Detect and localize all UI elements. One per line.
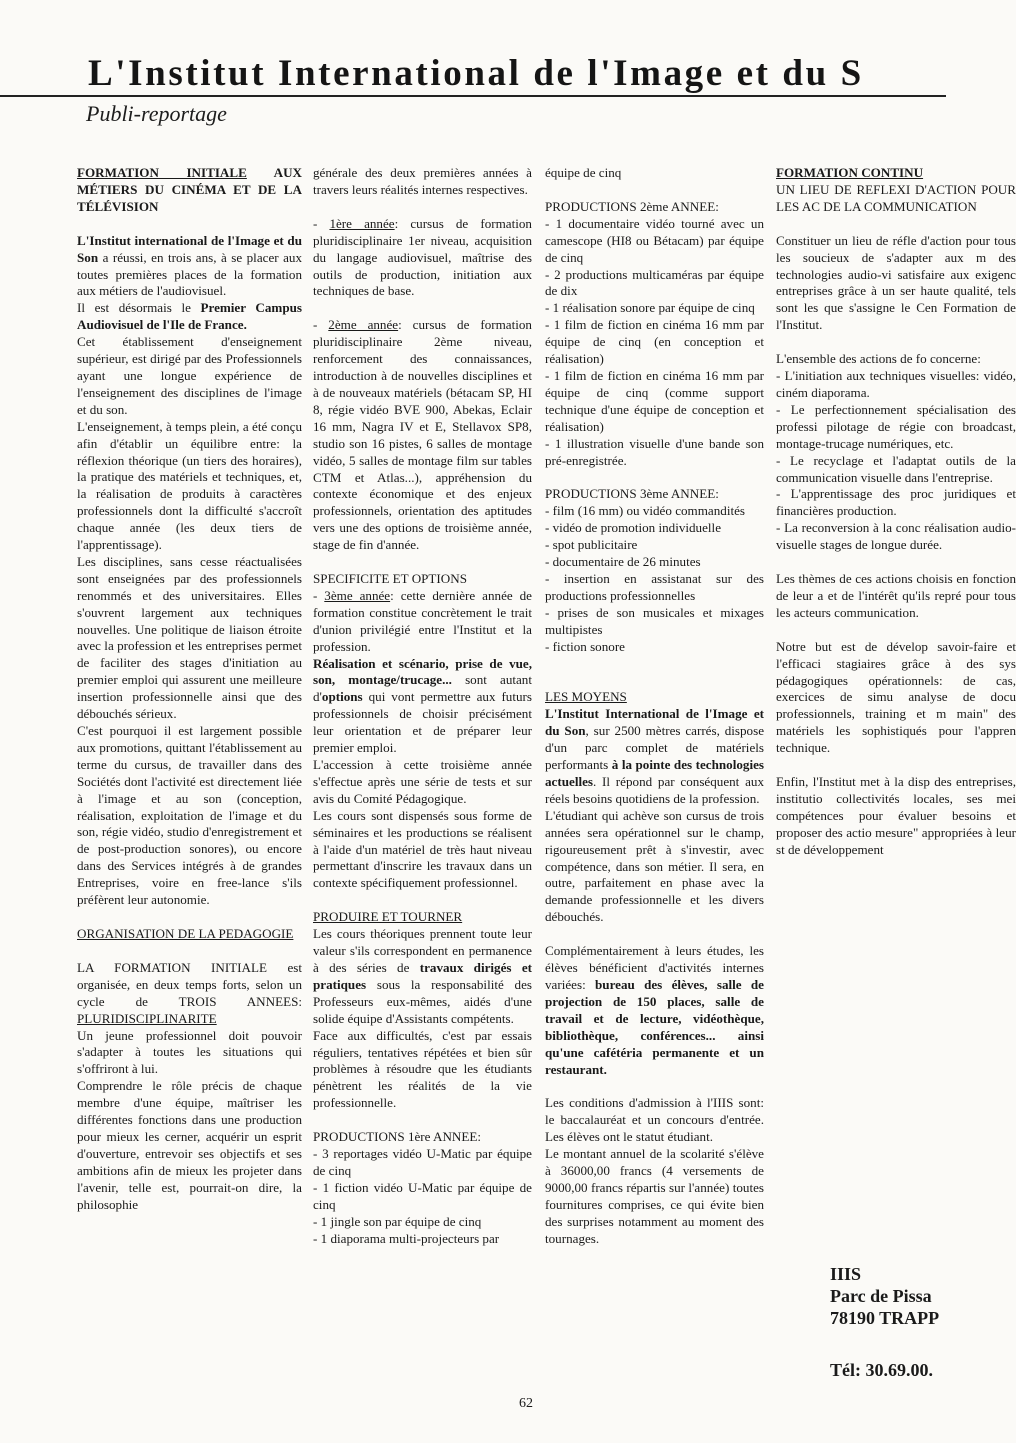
list-item: - L'initiation aux techniques visuelles: vidéo, ciném diaporama. <box>776 368 1016 400</box>
list-item: - film (16 mm) ou vidéo commandités <box>545 503 746 519</box>
column-2 <box>313 165 532 1380</box>
list-item: - fiction sonore <box>545 638 625 654</box>
section-heading-productions-1: PRODUCTIONS 1ère ANNEE: <box>313 1129 482 1145</box>
paragraph: Les disciplines, sans cesse réactualisées sont enseignées par des professionnels renommés et des universitaires. Elles s'ouvrent largement aux techniques nouvelles. Une politique de liaison étroite avec la profession et les entreprises permet de faciliter des stages d'initiation au premier emploi qui assurent une meilleure insertion professionnelle ainsi que des débouchés sérieux. <box>77 553 302 722</box>
paragraph: LA FORMATION INITIALE est organisée, en deux temps forts, selon un cycle de TROIS ANNEES: PLURIDISCIPLINARITE <box>77 959 302 1026</box>
section-heading-specificite: SPECIFICITE ET OPTIONS <box>313 571 467 587</box>
list-item: - vidéo de promotion individuelle <box>545 520 722 536</box>
list-item: - Le perfectionnement spécialisation des professi pilotage de régie con broadcast, montage-trucage numériques, etc. <box>776 401 1016 451</box>
contact-address-line-1: Parc de Pissa <box>830 1286 932 1306</box>
list-item: - L'apprentissage des proc juridiques et financières production. <box>776 486 1016 519</box>
section-heading-produire: PRODUIRE ET TOURNER <box>313 909 463 925</box>
paragraph: Les conditions d'admission à l'IIIS sont: le baccalauréat et un concours d'entrée. Les élèves ont le statut étudiant. <box>545 1095 764 1145</box>
paragraph: Les cours théoriques prennent toute leur valeur s'ils correspondent en permanence à des séries de travaux dirigés et pratiques sous la responsabilité des Professeurs eux-mêmes, aidés d'une solide équipe d'Assistants compétents. <box>313 926 532 1026</box>
paragraph-year-2: - 2ème année: cursus de formation pluridisciplinaire 2ème niveau, renforcement des connaissances, introduction à de nouvelles disciplines et à de nouveaux matériels (bétacam SP, HI 8, régie vidéo BVE 900, Abekas, Eclair 16 mm, Nagra IV et E, Stellavox SP8, studio son 16 pistes, 6 salles de montage vidéo, 5 salles de montage film sur tables CTM et Atlas...), appréhension du contexte économique et des enjeux professionnels, orientation des aptitudes vers une des options de troisième année, stage de fin d'année. <box>313 317 532 553</box>
list-item: - La reconversion à la conc réalisation audio-visuelle stages de longue durée. <box>776 520 1016 553</box>
paragraph: Le montant annuel de la scolarité s'élève à 36000,00 francs (4 versements de 9000,00 francs répartis sur l'année) toutes fournitures comprises, ce qui évite bien des surprises notamment au moment des tournages. <box>545 1146 764 1246</box>
paragraph: L'étudiant qui achève son cursus de trois années sera opérationnel sur le champ, rigoureusement prêt à s'investir, avec compétence, dans son métier. Il sera, en outre, parfaitement en phase avec la demande professionnelle et les divers débouchés. <box>545 807 764 925</box>
paragraph: L'Institut international de l'Image et du Son a réussi, en trois ans, à se placer aux toutes premières places de la formation aux métiers de l'audiovisuel. <box>77 232 302 299</box>
list-item: - 1 film de fiction en cinéma 16 mm par équipe de cinq (comme support technique d'une équipe de conception et réalisation) <box>545 367 764 434</box>
paragraph: Notre but est de dévelop savoir-faire et l'efficaci stagiaires grâce à des sys pédagogiques opérationnels: de cas, exercices de simu analyse de docu professionnels, training et m main" des matériels les sophistiqués pour l'appren technique. <box>776 638 1016 756</box>
paragraph: Face aux difficultés, c'est par essais réguliers, tentatives répétées et bien sûr problèmes à résoudre que les étudiants pénètrent les réalités de la vie professionnelle. <box>313 1027 532 1111</box>
paragraph: L'enseignement, à temps plein, a été conçu afin d'établir un équilibre entre: la réflexion théorique (un tiers des horaires), la pratique des matériels et techniques, et, la réalisation de produits à caractères professionnels dont la difficulté s'accroît chaque année (les deux tiers de l'apprentissage). <box>77 418 302 553</box>
column-4 <box>776 165 1016 1380</box>
list-item: - 1 film de fiction en cinéma 16 mm par équipe de cinq (en conception et réalisation) <box>545 317 764 367</box>
page-title: L'Institut International de l'Image et du S <box>88 53 864 94</box>
paragraph: L'ensemble des actions de fo concerne: <box>776 351 981 367</box>
paragraph: Enfin, l'Institut met à la disp des entreprises, institutio collectivités locales, ses mei compétences pour évaluer besoins et proposer des actio mesure" appropriées à leur st de développement <box>776 774 1016 857</box>
paragraph: Un jeune professionnel doit pouvoir s'adapter à toutes les situations qui s'offriront à lui. <box>77 1027 302 1077</box>
page-number: 62 <box>519 1396 533 1411</box>
title-rule <box>0 95 946 97</box>
list-item: - 1 jingle son par équipe de cinq <box>313 1213 482 1229</box>
contact-address-line-2: 78190 TRAPP <box>830 1308 940 1328</box>
paragraph: C'est pourquoi il est largement possible aux promotions, quittant l'établissement au terme du cursus, de travailler dans des Sociétés dont l'activité est directement liée à l'image et au son (conception, réalisation, exploitation de l'image et du son, régie vidéo, studio d'enregistrement et de post-production sonores), ou encore dans des Services intégrés à de grandes Entreprises, voire en free-lance s'ils préfèrent leur autonomie. <box>77 723 302 908</box>
contact-block <box>830 1263 946 1381</box>
paragraph: Il est désormais le Premier Campus Audiovisuel de l'Ile de France. <box>77 300 302 333</box>
section-heading-formation-initiale: FORMATION INITIALE AUX MÉTIERS DU CINÉMA ET DE LA TÉLÉVISION <box>77 165 303 214</box>
paragraph: Cet établissement d'enseignement supérieur, est dirigé par des Professionnels ayant une longue expérience de l'enseignement des disciplines de l'image et du son. <box>77 334 302 417</box>
list-item: - insertion en assistanat sur des productions professionnelles <box>545 570 764 603</box>
list-item: - 1 illustration visuelle d'une bande son pré-enregistrée. <box>545 435 764 468</box>
section-heading-formation-continue: FORMATION CONTINU UN LIEU DE REFLEXI D'ACTION POUR LES AC DE LA COMMUNICATION <box>776 165 1016 214</box>
contact-name: IIIS <box>830 1264 862 1284</box>
paragraph: Constituer un lieu de réfle d'action pour tous les soucieux de s'adapter aux m des technologies audio-vi satisfaire aux exigenc entreprises grâce à un ser haute qualité, tels sont les que s'assigne le Cen Formation de l'Institut. <box>776 232 1016 333</box>
list-item: - Le recyclage et l'adaptat outils de la communication visuelle dans l'entreprise. <box>776 452 1016 485</box>
list-item: - 1 réalisation sonore par équipe de cinq <box>545 300 755 316</box>
list-item: - 2 productions multicaméras par équipe de dix <box>545 266 764 299</box>
section-heading-organisation: ORGANISATION DE LA PEDAGOGIE <box>77 925 294 941</box>
paragraph: L'accession à cette troisième année s'effectue après une série de tests et sur avis du Comité Pédagogique. <box>313 757 532 806</box>
list-item: - 1 diaporama multi-projecteurs par <box>313 1230 500 1246</box>
section-heading-productions-3: PRODUCTIONS 3ème ANNEE: <box>545 486 719 502</box>
list-item: - 1 fiction vidéo U-Matic par équipe de cinq <box>313 1179 532 1212</box>
section-heading-moyens: LES MOYENS <box>545 689 627 705</box>
paragraph-year-3: - 3ème année: cette dernière année de formation constitue concrètement le trait d'union privilégié entre l'Institut et la profession. <box>313 587 532 654</box>
paragraph: Les thèmes de ces actions choisis en fonction de leur a et de l'intérêt qu'ils repré pour tous les acteurs communication. <box>776 571 1016 620</box>
column-1 <box>77 165 302 1380</box>
paragraph: Réalisation et scénario, prise de vue, son, montage/trucage... sont autant d'options qui vont permettre aux futurs professionnels de choisir précisément leur orientation et de préparer leur premier emploi. <box>313 655 532 756</box>
paragraph: Complémentairement à leurs études, les élèves bénéficient d'activités internes variées: bureau des élèves, salle de projection de 150 places, salle de travail et de lecture, vidéothèque, bibliothèque, conférences... ainsi qu'une cafétéria permanente et un restaurant. <box>545 943 764 1077</box>
paragraph: Comprendre le rôle précis de chaque membre d'une équipe, maîtriser les différentes fonctions dans une production pour mieux les cerner, acquérir un esprit d'ouverture, entrevoir ses objectifs et ses ambitions afin de mieux les projeter dans l'avenir, telle est, pourrait-on dire, la philosophie <box>77 1078 302 1212</box>
paragraph: L'Institut International de l'Image et du Son, sur 2500 mètres carrés, dispose d'un parc complet de matériels performants à la pointe des technologies actuelles. Il répond par conséquent aux réels besoins quotidiens de la profession. <box>545 706 765 806</box>
page-subtitle: Publi-reportage <box>86 101 227 126</box>
column-3 <box>545 165 764 1380</box>
list-item: - prises de son musicales et mixages multipistes <box>545 604 764 637</box>
list-item: - 1 documentaire vidéo tourné avec un camescope (HI8 ou Bétacam) par équipe de cinq <box>545 215 764 265</box>
paragraph: équipe de cinq <box>545 165 622 180</box>
contact-phone: Tél: 30.69.00. <box>830 1360 933 1380</box>
paragraph: générale des deux premières années à travers leurs réalités internes respectives. <box>313 165 532 197</box>
list-item: - spot publicitaire <box>545 537 638 553</box>
list-item: - 3 reportages vidéo U-Matic par équipe de cinq <box>313 1146 532 1178</box>
paragraph: Les cours sont dispensés sous forme de séminaires et les productions se réalisent à l'aide d'un matériel de très haut niveau permettant d'inscrire les travaux dans un contexte spécifiquement professionnel. <box>313 807 532 891</box>
section-heading-productions-2: PRODUCTIONS 2ème ANNEE: <box>545 198 719 214</box>
list-item: - documentaire de 26 minutes <box>545 554 701 570</box>
paragraph-year-1: - 1ère année: cursus de formation pluridisciplinaire 1er niveau, acquisition du langage audiovisuel, maîtrise des outils de production, initiation aux techniques de base. <box>313 215 532 299</box>
